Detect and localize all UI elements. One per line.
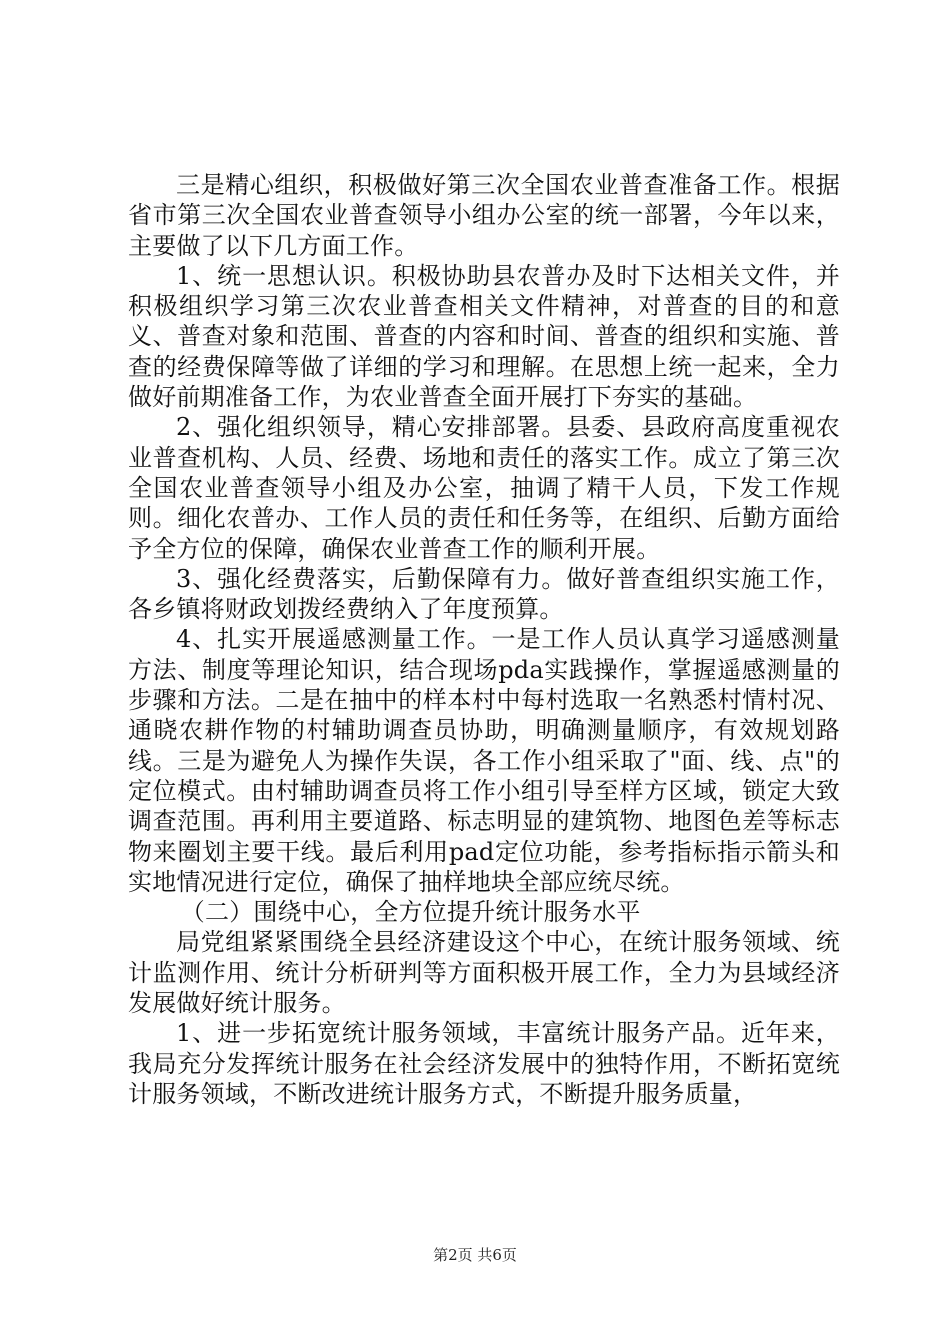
document-body [128,170,840,1109]
paragraph-item-1: 1、统一思想认识。积极协助县农普办及时下达相关文件，并积极组织学习第三次农业普查相关文件精神，对普查的目的和意义、普查对象和范围、普查的内容和时间、普查的组织和实施、普查的经费保障等做了详细的学习和理解。在思想上统一起来，全力做好前期准备工作，为农业普查全面开展打下夯实的基础。 [128,261,840,412]
paragraph-item-2: 2、强化组织领导，精心安排部署。县委、县政府高度重视农业普查机构、人员、经费、场地和责任的落实工作。成立了第三次全国农业普查领导小组及办公室，抽调了精干人员，下发工作规则。细化农普办、工作人员的责任和任务等，在组织、后勤方面给予全方位的保障，确保农业普查工作的顺利开展。 [128,413,840,563]
paragraph-service-1: 1、进一步拓宽统计服务领域，丰富统计服务产品。近年来，我局充分发挥统计服务在社会经济发展中的独特作用，不断拓宽统计服务领域，不断改进统计服务方式，不断提升服务质量， [128,1019,840,1108]
paragraph-item-3: 3、强化经费落实，后勤保障有力。做好普查组织实施工作，各乡镇将财政划拨经费纳入了年度预算。 [128,564,840,624]
section-heading: （二）围绕中心，全方位提升统计服务水平 [180,898,641,927]
paragraph-item-4: 4、扎实开展遥感测量工作。一是工作人员认真学习遥感测量方法、制度等理论知识，结合现场pda实践操作，掌握遥感测量的步骤和方法。二是在抽中的样本村中每村选取一名熟悉村情村况、通晓农耕作物的村辅助调查员协助，明确测量顺序，有效规划路线。三是为避免人为操作失误，各工作小组采取了"面、线、点"的定位模式。由村辅助调查员将工作小组引导至样方区域，锁定大致调查范围。再利用主要道路、标志明显的建筑物、地图色差等标志物来圈划主要干线。最后利用pad定位功能，参考指标指示箭头和实地情况进行定位，确保了抽样地块全部应统尽统。 [128,625,840,896]
paragraph-intro: 三是精心组织，积极做好第三次全国农业普查准备工作。根据省市第三次全国农业普查领导小组办公室的统一部署，今年以来，主要做了以下几方面工作。 [128,171,840,260]
page-number-footer: 第2页 共6页 [433,1246,517,1264]
paragraph-section-intro: 局党组紧紧围绕全县经济建设这个中心，在统计服务领域、统计监测作用、统计分析研判等方面积极开展工作，全力为县域经济发展做好统计服务。 [128,928,840,1018]
